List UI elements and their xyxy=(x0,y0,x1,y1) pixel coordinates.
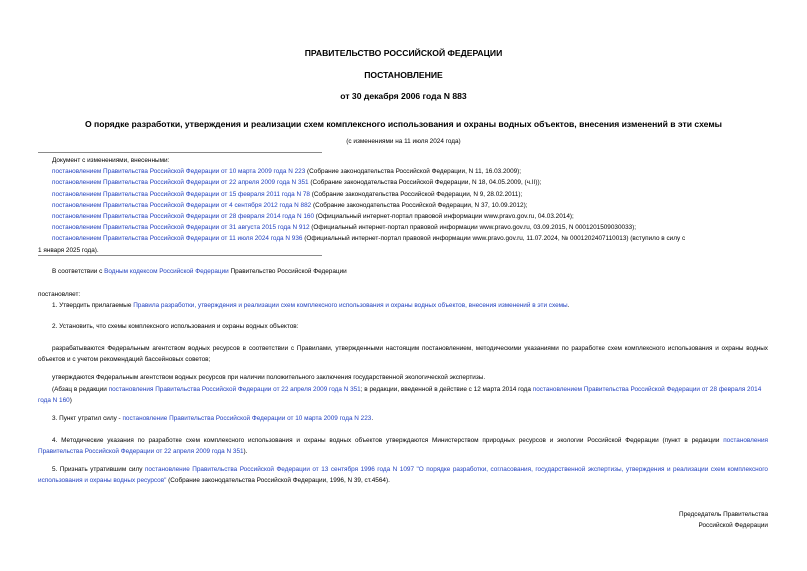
amendment-item: постановлением Правительства Российской Федерации от 22 апреля 2009 года N 351 (Собрание законодательства Российской Федерации, N 18, 04.05.2009, (ч.II)); xyxy=(52,179,542,187)
amendment-link[interactable]: постановлением Правительства Российской Федерации от 31 августа 2015 года N 912 xyxy=(52,224,310,232)
amendment-item: постановлением Правительства Российской Федерации от 15 февраля 2011 года N 78 (Собрание законодательства Российской Федерации, N 9, 28.02.2011); xyxy=(52,190,523,198)
amendment-item: постановлением Правительства Российской Федерации от 31 августа 2015 года N 912 (Официальный интернет-портал правовой информации www.pravo.gov.ru, 03.09.2015, N 0001201509030033); xyxy=(52,224,637,232)
paragraph-4: 4. Методические указания по разработке схем комплексного использования и охраны водных объектов утверждаются Министерством природных ресурсов и экологии Российской Федерации (пункт в редакции постановления Правительства Российской Федерации от 22 апреля 2009 года N 351). xyxy=(38,437,768,456)
paragraph-2: 2. Установить, что схемы комплексного использования и охраны водных объектов: xyxy=(52,323,299,330)
p4-link[interactable]: постановления Правительства Российской Федерации от 22 апреля 2009 года N 351 xyxy=(38,437,768,456)
government-heading: ПРАВИТЕЛЬСТВО РОССИЙСКОЙ ФЕДЕРАЦИИ xyxy=(304,48,503,58)
amendment-item: постановлением Правительства Российской Федерации от 11 июля 2024 года N 936 (Официальный интернет-портал правовой информации www.pravo.gov.ru, 11.07.2024, № 0001202407110013) (вступило в силу с xyxy=(52,235,686,243)
paragraph-3: 3. Пункт утратил силу - постановление Правительства Российской Федерации от 10 марта 2009 года N 223. xyxy=(52,415,374,422)
amendment-item: постановлением Правительства Российской Федерации от 4 сентября 2012 года N 882 (Собрание законодательства Российской Федерации, N 37, 10.09.2012); xyxy=(52,201,528,209)
document-title: О порядке разработки, утверждения и реализации схем комплексного использования и охраны водных объектов, внесения изменений в эти схемы xyxy=(84,119,723,129)
amendments-block xyxy=(38,155,772,256)
resolves-text: постановляет: xyxy=(38,291,81,298)
signature-title: Председатель Правительства xyxy=(679,511,768,518)
preamble: В соответствии с Водным кодексом Российской Федерации Правительство Российской Федерации xyxy=(52,268,347,275)
water-code-link[interactable]: Водным кодексом Российской Федерации xyxy=(104,268,229,275)
amendment-link[interactable]: постановлением Правительства Российской Федерации от 15 февраля 2011 года N 78 xyxy=(52,190,310,198)
divider-top xyxy=(38,152,322,153)
amendment-link[interactable]: постановлением Правительства Российской Федерации от 10 марта 2009 года N 223 xyxy=(52,168,306,176)
amended-note: (с изменениями на 11 июля 2024 года) xyxy=(346,138,461,145)
amendment-item: постановлением Правительства Российской Федерации от 28 февраля 2014 года N 160 (Официальный интернет-портал правовой информации www.pravo.gov.ru, 04.03.2014); xyxy=(52,213,574,221)
doc-type-heading: ПОСТАНОВЛЕНИЕ xyxy=(364,70,443,80)
amendment-link[interactable]: постановлением Правительства Российской Федерации от 22 апреля 2009 года N 351 xyxy=(52,179,309,187)
edition-note-link-2[interactable]: постановлением Правительства Российской Федерации от 28 февраля 2014 года N 160 xyxy=(38,386,762,405)
edition-note: (Абзац в редакции постановления Правительства Российской Федерации от 22 апреля 2009 года N 351; в редакции, введенной в действие с 12 марта 2014 года постановлением Правительства Российской Федерации от 28 февраля 2014 года N 160) xyxy=(38,386,762,405)
amendment-link[interactable]: постановлением Правительства Российской Федерации от 28 февраля 2014 года N 160 xyxy=(52,213,315,221)
p5-link[interactable]: постановление Правительства Российской Федерации от 13 сентября 1996 года N 1097 "О порядке разработки, согласования, государственной экспертизы, утверждения и реализации схем комплексного использования и охраны водных ресурсов" xyxy=(38,466,768,485)
amendment-link[interactable]: постановлением Правительства Российской Федерации от 4 сентября 2012 года N 882 xyxy=(52,201,312,209)
p3-link[interactable]: постановление Правительства Российской Федерации от 10 марта 2009 года N 223 xyxy=(122,415,372,422)
paragraph-2a: разрабатываются Федеральным агентством водных ресурсов в соответствии с Правилами, утвержденными настоящим постановлением, методическими указаниями по разработке схем комплексного использования и охраны водных объектов и с учетом рекомендаций бассейновых советов; xyxy=(38,345,768,364)
amendment-link[interactable]: постановлением Правительства Российской Федерации от 11 июля 2024 года N 936 xyxy=(52,235,303,243)
edition-note-link-1[interactable]: постановления Правительства Российской Федерации от 22 апреля 2009 года N 351 xyxy=(108,386,361,393)
signature-country: Российской Федерации xyxy=(698,522,768,529)
amendment-item: постановлением Правительства Российской Федерации от 10 марта 2009 года N 223 (Собрание законодательства Российской Федерации, N 11, 16.03.2009); xyxy=(52,168,522,176)
date-number-heading: от 30 декабря 2006 года N 883 xyxy=(340,91,467,101)
paragraph-2b: утверждаются Федеральным агентством водных ресурсов при наличии положительного заключения государственной экологической экспертизы. xyxy=(52,374,486,381)
amendments-intro: Документ с изменениями, внесенными: xyxy=(52,157,170,164)
divider-bottom xyxy=(38,255,322,256)
paragraph-5: 5. Признать утратившим силу постановление Правительства Российской Федерации от 13 сентября 1996 года N 1097 "О порядке разработки, согласования, государственной экспертизы, утверждения и реализации схем комплексного использования и охраны водных ресурсов" (Собрание законодательства Российской Федерации, 1996, N 39, ст.4564). xyxy=(38,466,768,485)
amendment-item-continuation: 1 января 2025 года). xyxy=(38,246,99,254)
rules-link[interactable]: Правила разработки, утверждения и реализации схем комплексного использования и охраны водных объектов, внесения изменений в эти схемы xyxy=(133,302,568,309)
paragraph-1: 1. Утвердить прилагаемые Правила разработки, утверждения и реализации схем комплексного использования и охраны водных объектов, внесения изменений в эти схемы. xyxy=(52,302,570,309)
